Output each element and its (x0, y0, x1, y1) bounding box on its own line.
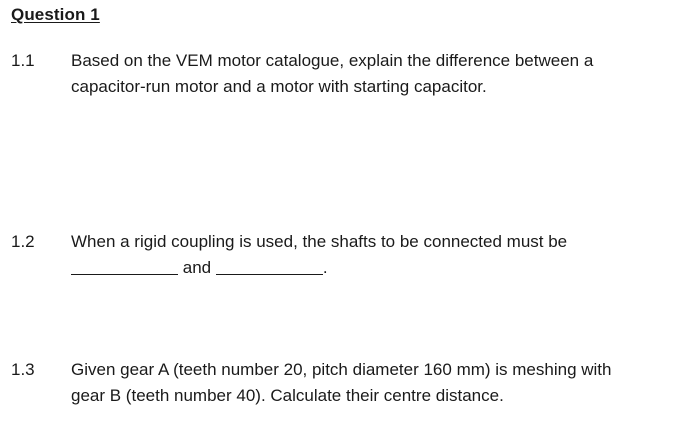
page-heading: Question 1 (11, 5, 100, 24)
answer-blank-1[interactable] (71, 257, 178, 275)
question-number: 1.1 (11, 51, 35, 70)
question-number: 1.3 (11, 360, 35, 379)
question-text (71, 229, 693, 281)
question-line: capacitor-run motor and a motor with starting capacitor. (71, 77, 487, 96)
answer-blank-2[interactable] (216, 257, 323, 275)
question-line: Given gear A (teeth number 20, pitch diameter 160 mm) is meshing with (71, 360, 612, 379)
connector-word: and (182, 258, 212, 277)
fill-in-line (71, 255, 693, 281)
question-number: 1.2 (11, 232, 35, 251)
question-line: When a rigid coupling is used, the shafts to be connected must be (71, 232, 568, 251)
question-line: gear B (teeth number 40). Calculate their centre distance. (71, 386, 504, 405)
question-text (71, 357, 693, 409)
end-punctuation: . (322, 258, 328, 277)
question-text (71, 48, 693, 100)
question-line: Based on the VEM motor catalogue, explain the difference between a (71, 51, 594, 70)
